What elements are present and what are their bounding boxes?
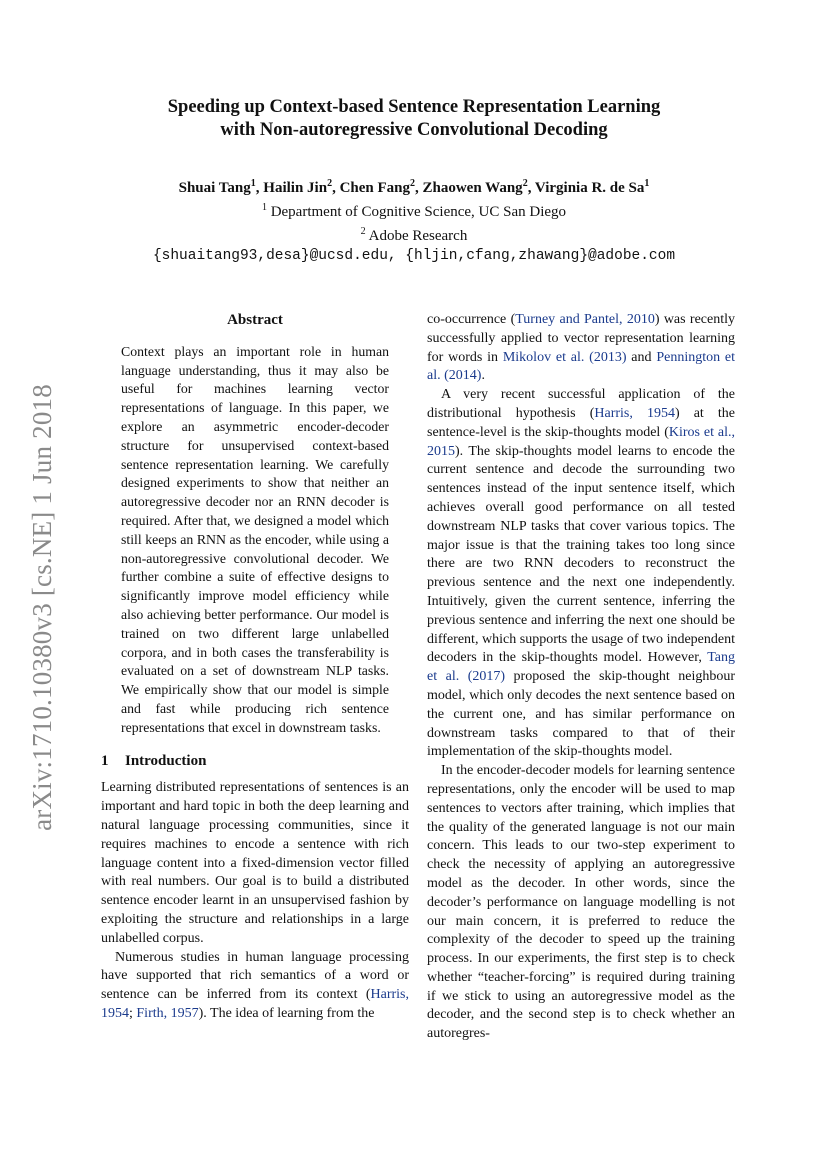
author-4-affil: 2	[522, 178, 528, 189]
right-paragraph-3: In the encoder-decoder models for learning sentence representations, only the encoder will be used to map sentences to vectors after training, which implies that the quality of the generated language is not our main concern. This leads to our two-step experiment to check the necessity of applying an autoregressive model as the decoder. In other words, since the decoder’s performance on language modelling is not our main concern, it is preferred to reduce the complexity of the decoder to speed up the training process. In our experiments, the first step is to check whether “teacher-forcing” is required during training if we stick to using an autoregressive model as the decoder, and the second step is to check whether an autoregres-	[427, 763, 735, 1042]
right-paragraph-2	[427, 386, 735, 762]
author-emails: {shuaitang93,desa}@ucsd.edu, {hljin,cfang,zhawang}@adobe.com	[152, 248, 676, 264]
right-p1-text-b: ) was recently successfully applied to vector representation learning for words in	[427, 312, 735, 365]
intro-paragraph-2	[101, 949, 409, 1024]
citation-harris-1954-b[interactable]: Harris, 1954	[594, 405, 675, 421]
author-3: Chen Fang	[339, 180, 410, 196]
author-1: Shuai Tang	[178, 180, 251, 196]
abstract-heading: Abstract	[227, 312, 283, 328]
citation-pennington-2014[interactable]: Pennington et al. (2014)	[427, 349, 735, 384]
affiliation-2-text: Adobe Research	[368, 228, 468, 244]
right-p1-text-c: and	[626, 349, 657, 365]
intro-p2-text-a: Numerous studies in human language processing have supported that rich semantics of a word or sentence can be inferred from its context (	[101, 949, 409, 1003]
section-number: 1	[101, 752, 109, 769]
paper-title	[60, 96, 768, 142]
abstract-body: Context plays an important role in human language understanding, thus it may also be useful for machines learning vector representations of language. In this paper, we explore an asymmetric encoder-decoder structure for unsupervised context-based sentence representation learning. We carefully designed experiments to show that neither an autoregressive decoder nor an RNN decoder is required. After that, we designed a model which still keeps an RNN as the encoder, while using a non-autoregressive convolutional decoder. We further combine a suite of effective designs to significantly improve model efficiency while also achieving better performance. Our model is trained on two different large unlabelled corpora, and in both cases the transferability is evaluated on a set of downstream NLP tasks. We empirically show that our model is simple and fast while producing rich sentence representations that excel in downstream tasks.	[121, 343, 389, 735]
right-p1-text-a: co-occurrence (	[427, 312, 516, 327]
intro-paragraph-1: Learning distributed representations of sentences is an important and hard topic in both the deep learning and natural language processing communities, since it requires machines to encode a sentence with rich language content into a fixed-dimension vector filled with real numbers. Our goal is to build a distributed sentence encoder learnt in an unsupervised fashion by exploiting the structure and relationships in a large unlabelled corpus.	[101, 780, 409, 946]
title-line-1: Speeding up Context-based Sentence Representation Learning	[167, 97, 661, 117]
citation-kiros-2015[interactable]: Kiros et al., 2015	[427, 424, 735, 459]
author-2-affil: 2	[327, 178, 333, 189]
affiliation-1-mark: 1	[261, 202, 267, 213]
arxiv-side-stamp	[24, 372, 60, 842]
citation-tang-2017[interactable]: Tang et al. (2017)	[427, 650, 735, 685]
affiliation-2	[60, 222, 768, 246]
citation-harris-1954[interactable]: Harris, 1954	[101, 987, 409, 1021]
section-title: Introduction	[125, 752, 207, 769]
author-5-affil: 1	[644, 178, 650, 189]
author-2: Hailin Jin	[263, 180, 328, 196]
intro-p2-text-b: ). The idea of learning from the	[198, 1005, 375, 1021]
right-p1-text-d: .	[481, 368, 485, 384]
right-column	[427, 311, 735, 1044]
citation-firth-1957[interactable]: Firth, 1957	[136, 1005, 199, 1021]
arxiv-identifier: arXiv:1710.10380v3 [cs.NE] 1 Jun 2018	[26, 383, 57, 831]
affiliation-1	[60, 198, 768, 222]
right-p2-text-a: A very recent successful application of the distributional hypothesis (	[427, 387, 735, 421]
right-p2-text-c: ). The skip-thoughts model learns to encode the current sentence and decode the surrounding two sentences instead of the input sentence itself, which achieves overall good performance on all tested downstream NLP tasks that cover various topics. The major issue is that the training takes too long since there are two RNN decoders to reconstruct the previous sentence and the next one independently. Intuitively, given the current sentence, inferring the previous sentence and inferring the next one should be different, which supports the usage of two independent decoders in the skip-thoughts model. However,	[427, 443, 735, 666]
right-paragraph-1	[427, 311, 735, 386]
left-column	[101, 311, 409, 1024]
author-5: Virginia R. de Sa	[534, 180, 645, 196]
author-block	[60, 174, 768, 266]
author-4: Zhaowen Wang	[422, 180, 523, 196]
intro-p2-sep: ;	[129, 1005, 137, 1021]
affiliation-2-mark: 2	[360, 226, 366, 237]
citation-mikolov-2013[interactable]: Mikolov et al. (2013)	[502, 349, 627, 365]
right-p2-text-b: ) at the sentence-level is the skip-thoughts model (	[427, 405, 736, 440]
author-3-affil: 2	[410, 178, 415, 189]
affiliation-1-text: Department of Cognitive Science, UC San Diego	[270, 204, 567, 220]
author-1-affil: 1	[250, 178, 256, 189]
section-heading-introduction	[101, 752, 409, 771]
author-names: Shuai Tang$^1$, Hailin Jin$^2$, Chen Fang$^2$, Zhaowen Wang$^2$, Virginia R. de Sa$^1$	[178, 178, 650, 196]
title-line-2: with Non-autoregressive Convolutional Decoding	[220, 120, 608, 140]
right-p2-text-d: proposed the skip-thought neighbour model, which only decodes the next sentence based on the current one, and has similar performance on downstream tasks compared to that of their implementation of the skip-thoughts model.	[427, 669, 735, 760]
citation-turney-pantel-2010[interactable]: Turney and Pantel, 2010	[515, 312, 655, 327]
